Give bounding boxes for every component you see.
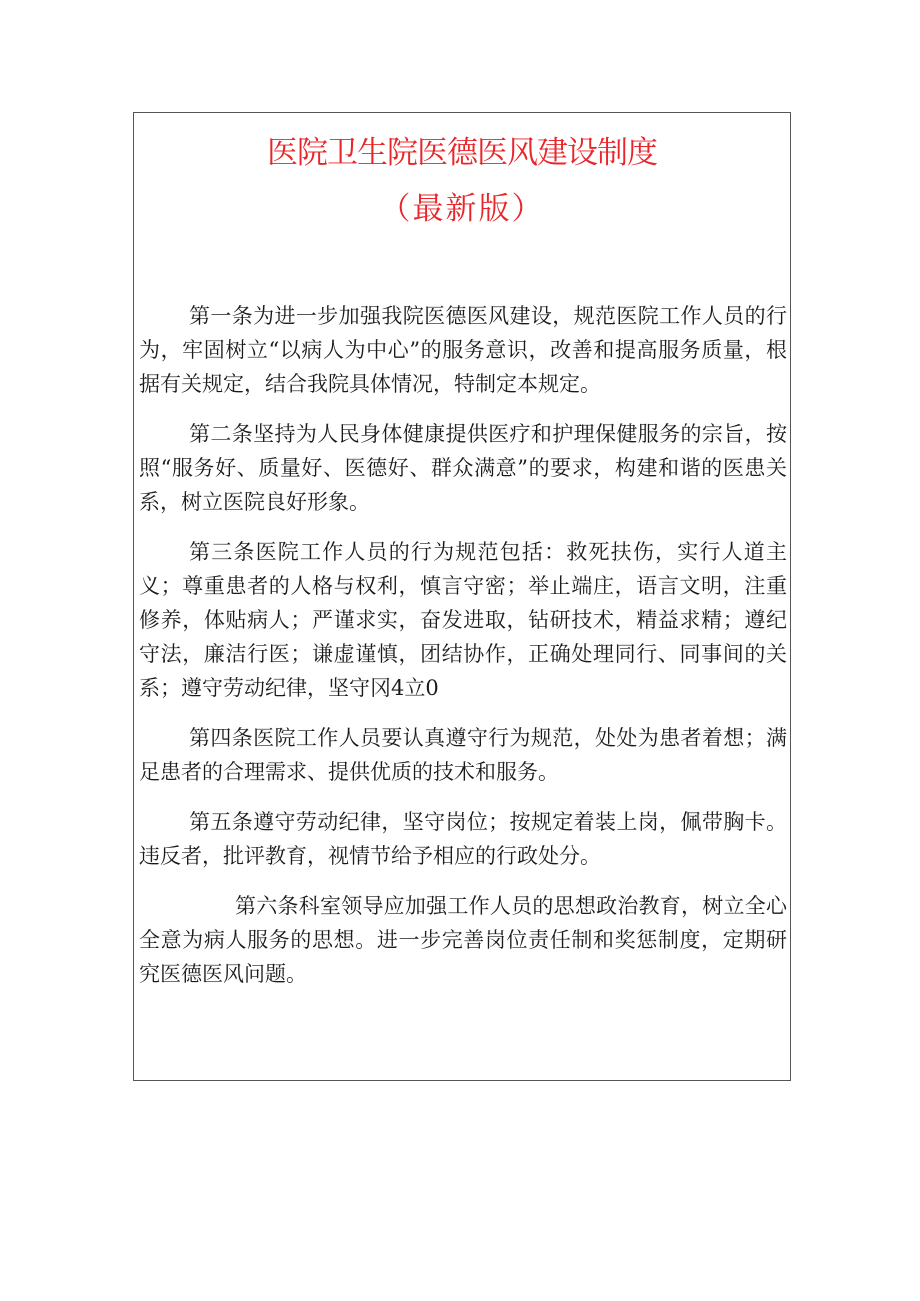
document-frame [133, 112, 791, 1081]
document-title: 医院卫生院医德医风建设制度 [267, 135, 657, 171]
article-1: 第一条为进一步加强我院医德医风建设，规范医院工作人员的行为，牢固树立“以病人为中心”的服务意识，改善和提高服务质量，根据有关规定，结合我院具体情况，特制定本规定。 [139, 304, 787, 396]
article-4: 第四条医院工作人员要认真遵守行为规范，处处为患者着想；满足患者的合理需求、提供优质的技术和服务。 [139, 726, 787, 784]
document-body [139, 299, 787, 991]
article-3: 第三条医院工作人员的行为规范包括：救死扶伤，实行人道主义；尊重患者的人格与权利，慎言守密；举止端庄，语言文明，注重修养，体贴病人；严谨求实，奋发进取，钻研技术，精益求精；遵纪守法，廉洁行医；谦虚谨慎，团结协作，正确处理同行、同事间的关系；遵守劳动纪律，坚守冈4立0 [139, 540, 787, 700]
article-5: 第五条遵守劳动纪律，坚守岗位；按规定着装上岗，佩带胸卡。违反者，批评教育，视情节给予相应的行政处分。 [139, 810, 787, 868]
document-subtitle: （最新版） [379, 191, 545, 227]
article-2: 第二条坚持为人民身体健康提供医疗和护理保健服务的宗旨，按照“服务好、质量好、医德好、群众满意”的要求，构建和谐的医患关系，树立医院良好形象。 [139, 422, 787, 514]
article-6: 第六条科室领导应加强工作人员的思想政治教育，树立全心全意为病人服务的思想。进一步完善岗位责任制和奖惩制度，定期研究医德医风问题。 [139, 894, 787, 986]
